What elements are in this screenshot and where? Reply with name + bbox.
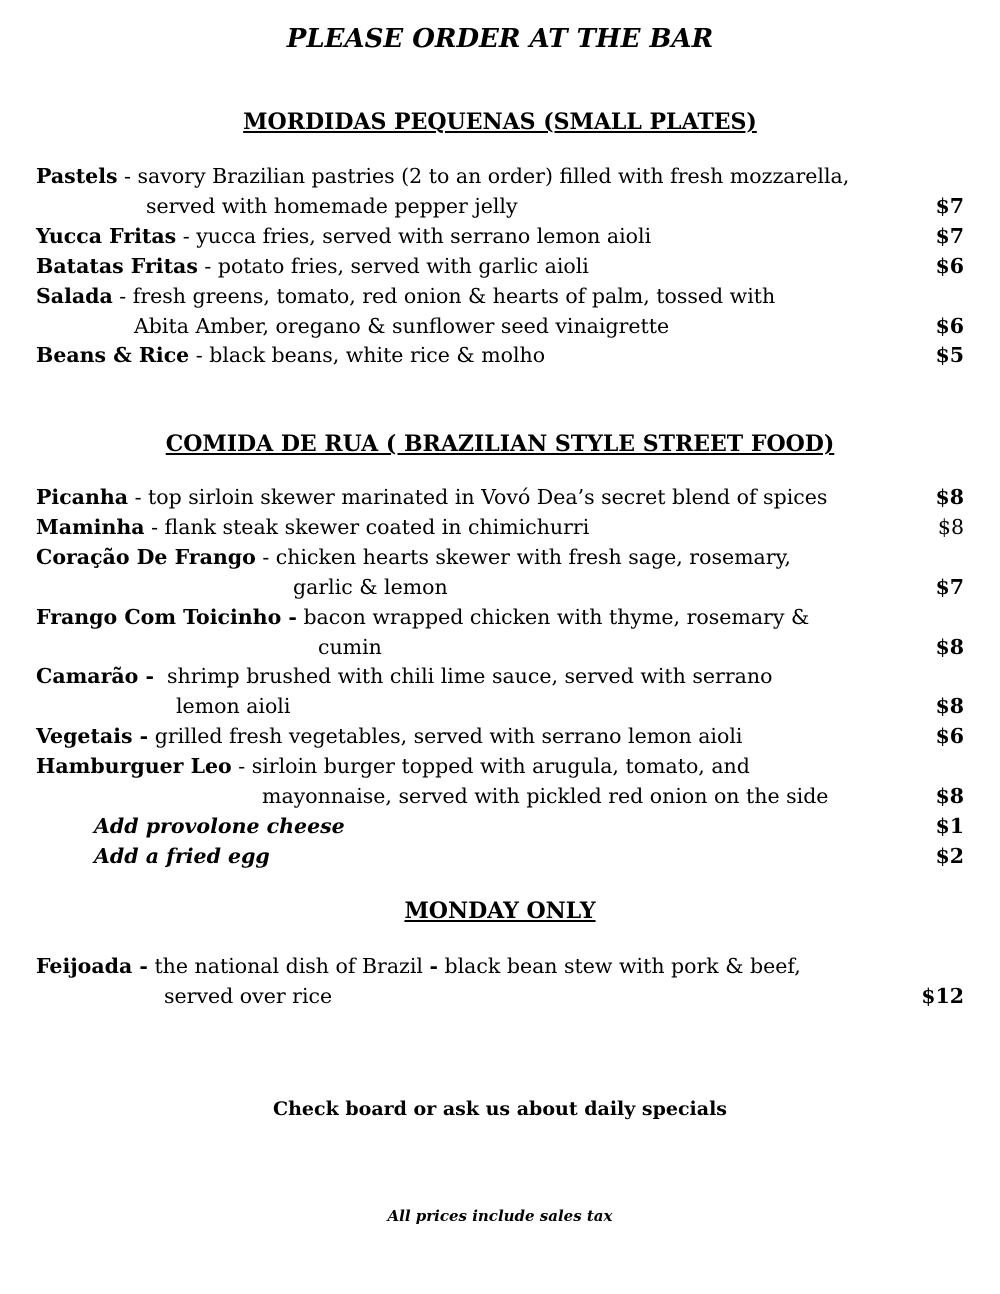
- item-description: bacon wrapped chicken with thyme, rosemary &: [303, 605, 810, 629]
- menu-item-batatas-fritas: Batatas Fritas - potato fries, served with garlic aioli: [36, 254, 589, 278]
- item-description-continued: garlic & lemon: [293, 575, 448, 599]
- section-heading-monday-only: MONDAY ONLY: [404, 898, 596, 924]
- menu-item-pastels: Pastels - savory Brazilian pastries (2 to an order) filled with fresh mozzarella,: [36, 164, 850, 188]
- item-name: Vegetais -: [36, 724, 149, 748]
- addon-fried-egg: Add a fried egg: [94, 844, 270, 868]
- addon-price: $2: [935, 844, 964, 868]
- item-description-continued: Abita Amber, oregano & sunflower seed vinaigrette: [134, 314, 670, 338]
- daily-specials-note: Check board or ask us about daily specials: [272, 1098, 727, 1120]
- menu-item-maminha: Maminha - flank steak skewer coated in chimichurri: [36, 515, 590, 539]
- menu-item-vegetais: [36, 724, 742, 748]
- menu-item-frango-com-toicinho: [36, 605, 809, 629]
- item-name: Coração De Frango: [36, 545, 256, 569]
- item-price: $7: [935, 194, 964, 218]
- item-price: $8: [935, 485, 964, 509]
- item-name: Maminha: [36, 515, 145, 539]
- item-price: $8: [935, 784, 964, 808]
- item-name: Camarão -: [36, 664, 154, 688]
- item-name: Frango Com Toicinho -: [36, 605, 297, 629]
- addon-provolone-cheese: Add provolone cheese: [94, 814, 345, 838]
- item-price: $8: [937, 515, 964, 539]
- item-description: savory Brazilian pastries (2 to an order) filled with fresh mozzarella,: [137, 164, 850, 188]
- item-name: Hamburguer Leo: [36, 754, 232, 778]
- item-description: flank steak skewer coated in chimichurri: [164, 515, 590, 539]
- item-price: $8: [935, 694, 964, 718]
- sales-tax-note: All prices include sales tax: [387, 1207, 613, 1225]
- item-name: Feijoada -: [36, 954, 148, 978]
- item-price: $12: [921, 984, 964, 1008]
- item-description-continued: served over rice: [164, 984, 333, 1008]
- item-description: chicken hearts skewer with fresh sage, rosemary,: [275, 545, 791, 569]
- menu-item-yucca-fritas: Yucca Fritas - yucca fries, served with serrano lemon aioli: [36, 224, 652, 248]
- item-description: shrimp brushed with chili lime sauce, served with serrano: [167, 664, 773, 688]
- menu-item-beans-rice: Beans & Rice - black beans, white rice & molho: [36, 343, 546, 367]
- item-name: Yucca Fritas: [36, 224, 177, 248]
- item-price: $7: [935, 224, 964, 248]
- menu-item-hamburguer-leo: Hamburguer Leo - sirloin burger topped with arugula, tomato, and: [36, 754, 750, 778]
- item-price: $8: [935, 635, 964, 659]
- item-price: $5: [935, 343, 964, 367]
- item-name: Picanha: [36, 485, 129, 509]
- item-description: sirloin burger topped with arugula, tomato, and: [251, 754, 750, 778]
- item-price: $6: [935, 314, 964, 338]
- menu-item-salada: Salada - fresh greens, tomato, red onion & hearts of palm, tossed with: [36, 284, 776, 308]
- item-description-continued: cumin: [318, 635, 382, 659]
- item-name: Pastels: [36, 164, 118, 188]
- item-description-continued: served with homemade pepper jelly: [146, 194, 518, 218]
- item-description: black beans, white rice & molho: [209, 343, 546, 367]
- item-description: fresh greens, tomato, red onion & hearts of palm, tossed with: [132, 284, 776, 308]
- addon-price: $1: [935, 814, 964, 838]
- item-name: Beans & Rice: [36, 343, 190, 367]
- item-name: Salada: [36, 284, 113, 308]
- menu-item-picanha: Picanha - top sirloin skewer marinated in Vovó Dea’s secret blend of spices: [36, 485, 828, 509]
- item-description: yucca fries, served with serrano lemon aioli: [196, 224, 652, 248]
- item-description-continued: lemon aioli: [176, 694, 291, 718]
- menu-item-feijoada: Feijoada - the national dish of Brazil - black bean stew with pork & beef,: [36, 954, 801, 978]
- item-price: $7: [935, 575, 964, 599]
- item-price: $6: [935, 724, 964, 748]
- item-name: Batatas Fritas: [36, 254, 198, 278]
- section-heading-small-plates: MORDIDAS PEQUENAS (SMALL PLATES): [243, 109, 757, 135]
- item-price: $6: [935, 254, 964, 278]
- item-description: potato fries, served with garlic aioli: [217, 254, 589, 278]
- item-description-continued: mayonnaise, served with pickled red onion on the side: [262, 784, 829, 808]
- menu-item-camarao: [36, 664, 772, 688]
- item-description: top sirloin skewer marinated in Vovó Dea’s secret blend of spices: [148, 485, 828, 509]
- item-description: grilled fresh vegetables, served with serrano lemon aioli: [154, 724, 743, 748]
- menu-item-coracao-de-frango: Coração De Frango - chicken hearts skewer with fresh sage, rosemary,: [36, 545, 791, 569]
- section-heading-street-food: COMIDA DE RUA ( BRAZILIAN STYLE STREET FOOD): [165, 431, 835, 457]
- page-title: PLEASE ORDER AT THE BAR: [286, 24, 714, 54]
- item-description: the national dish of Brazil: [154, 954, 430, 978]
